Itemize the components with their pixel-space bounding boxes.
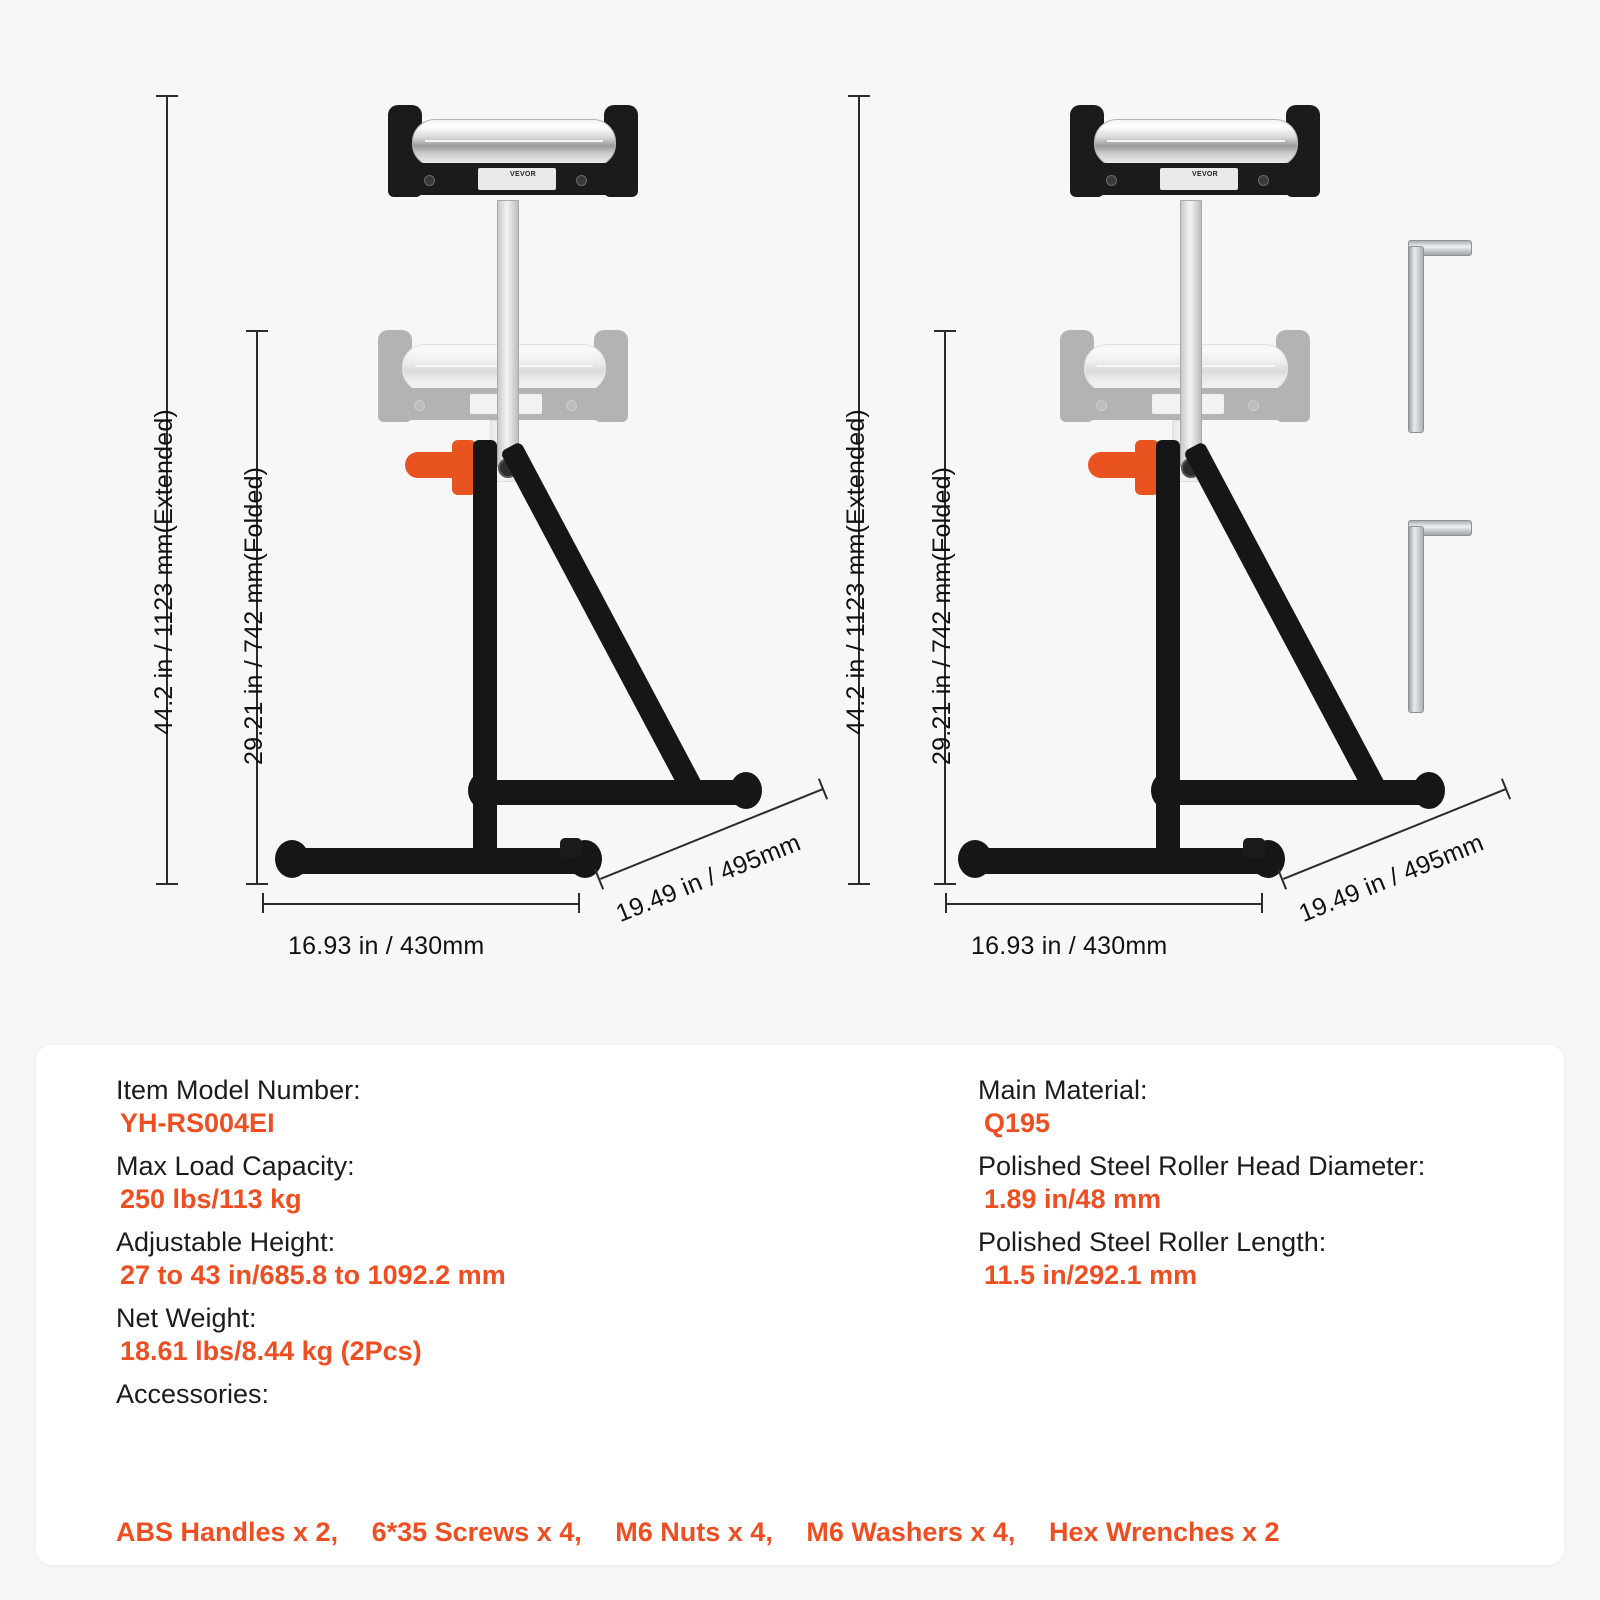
- right-width-label: 16.93 in / 430mm: [971, 932, 1168, 960]
- spec-label-roller-diameter: Polished Steel Roller Head Diameter:: [978, 1151, 1426, 1181]
- rear-leg-left: [500, 441, 708, 805]
- left-width-tick-a: [262, 893, 264, 913]
- right-width-tick-b: [1261, 893, 1263, 913]
- left-extended-dim-tick-top: [156, 95, 178, 97]
- telescoping-post-left: [497, 200, 519, 467]
- left-width-tick-b: [578, 893, 580, 913]
- hex-wrench-bottom-long-arm: [1408, 526, 1424, 713]
- spec-label-accessories: Accessories:: [116, 1379, 270, 1409]
- telescoping-post-right: [1180, 200, 1202, 467]
- front-foot-cap-left-icon: [275, 840, 309, 878]
- front-foot-right: [966, 848, 1276, 874]
- hex-wrench-bottom-icon: [1400, 520, 1480, 720]
- accessory-item-screws: 6*35 Screws x 4,: [371, 1517, 582, 1547]
- bolt-hole-right-icon: [576, 175, 587, 186]
- rear-foot-cap-left-icon: [468, 772, 500, 809]
- foot-adjust-knob-right[interactable]: [1243, 838, 1265, 858]
- right-folded-height-label: 29.21 in / 742 mm(Folded): [928, 466, 956, 765]
- rear-foot-right: [1158, 780, 1438, 805]
- brand-logo-right: VEVOR: [1192, 171, 1219, 178]
- right-extended-height-label: 44.2 in / 1123 mm(Extended): [842, 409, 870, 735]
- spec-value-max-load: 250 lbs/113 kg: [120, 1184, 302, 1214]
- rear-foot-cap-right-icon-2: [1413, 772, 1445, 809]
- spec-column-left: [78, 1075, 778, 1414]
- rear-foot-cap-right-icon: [730, 772, 762, 809]
- hex-wrench-top-icon: [1400, 240, 1480, 440]
- right-folded-dim-tick-bottom: [934, 883, 956, 885]
- front-foot-cap-left-icon-2: [958, 840, 992, 878]
- roller-icon: [412, 119, 616, 167]
- right-depth-label: 19.49 in / 495mm: [1295, 828, 1488, 928]
- spec-value-roller-length: 11.5 in/292.1 mm: [984, 1260, 1198, 1290]
- accessory-item-wrenches: Hex Wrenches x 2: [1048, 1517, 1280, 1547]
- rear-foot-left: [475, 780, 755, 805]
- ghost-bolt-hole-left-icon-2: [1096, 400, 1107, 411]
- ghost-bolt-hole-left-icon: [414, 400, 425, 411]
- spec-value-model: YH-RS004EI: [120, 1108, 275, 1138]
- roller-head-right: [1070, 105, 1320, 210]
- rear-foot-cap-left-icon-2: [1151, 772, 1183, 809]
- spec-column-right: [936, 1075, 1556, 1303]
- left-width-dim-line: [262, 903, 580, 905]
- spec-value-main-material: Q195: [984, 1108, 1051, 1138]
- roller-icon-2: [1094, 119, 1298, 167]
- spec-label-roller-length: Polished Steel Roller Length:: [978, 1227, 1327, 1257]
- right-folded-dim-tick-top: [934, 330, 956, 332]
- left-folded-height-label: 29.21 in / 742 mm(Folded): [240, 466, 268, 765]
- spec-value-roller-diameter: 1.89 in/48 mm: [984, 1184, 1162, 1214]
- ghost-bolt-hole-right-icon: [566, 400, 577, 411]
- right-width-tick-a: [945, 893, 947, 913]
- accessory-item-nuts: M6 Nuts x 4,: [615, 1517, 773, 1547]
- accessory-item-washers: M6 Washers x 4,: [806, 1517, 1016, 1547]
- left-folded-dim-tick-bottom: [246, 883, 268, 885]
- accessory-item-handles: ABS Handles x 2,: [116, 1517, 339, 1547]
- left-extended-height-label: 44.2 in / 1123 mm(Extended): [150, 409, 178, 735]
- bolt-hole-left-icon-2: [1106, 175, 1117, 186]
- hex-wrench-top-long-arm: [1408, 246, 1424, 433]
- foot-adjust-knob-left[interactable]: [560, 838, 582, 858]
- accessories-row: [116, 1517, 1306, 1548]
- spec-value-net-weight: 18.61 lbs/8.44 kg (2Pcs): [120, 1336, 422, 1366]
- left-extended-dim-tick-bottom: [156, 883, 178, 885]
- spec-label-adjustable-height: Adjustable Height:: [116, 1227, 336, 1257]
- bolt-hole-right-icon-2: [1258, 175, 1269, 186]
- spec-label-main-material: Main Material:: [978, 1075, 1148, 1105]
- bolt-hole-left-icon: [424, 175, 435, 186]
- right-extended-dim-tick-bottom: [848, 883, 870, 885]
- right-extended-dim-tick-top: [848, 95, 870, 97]
- brand-logo-left: VEVOR: [510, 171, 537, 178]
- left-depth-label: 19.49 in / 495mm: [612, 828, 805, 928]
- right-width-dim-line: [945, 903, 1263, 905]
- left-folded-dim-tick-top: [246, 330, 268, 332]
- spec-panel: [36, 1045, 1564, 1565]
- spec-value-adjustable-height: 27 to 43 in/685.8 to 1092.2 mm: [120, 1260, 506, 1290]
- ghost-bolt-hole-right-icon-2: [1248, 400, 1259, 411]
- left-width-label: 16.93 in / 430mm: [288, 932, 485, 960]
- spec-label-model: Item Model Number:: [116, 1075, 361, 1105]
- front-foot-left: [283, 848, 593, 874]
- spec-label-net-weight: Net Weight:: [116, 1303, 257, 1333]
- rear-leg-right: [1183, 441, 1391, 805]
- spec-label-max-load: Max Load Capacity:: [116, 1151, 355, 1181]
- roller-head-left: [388, 105, 638, 210]
